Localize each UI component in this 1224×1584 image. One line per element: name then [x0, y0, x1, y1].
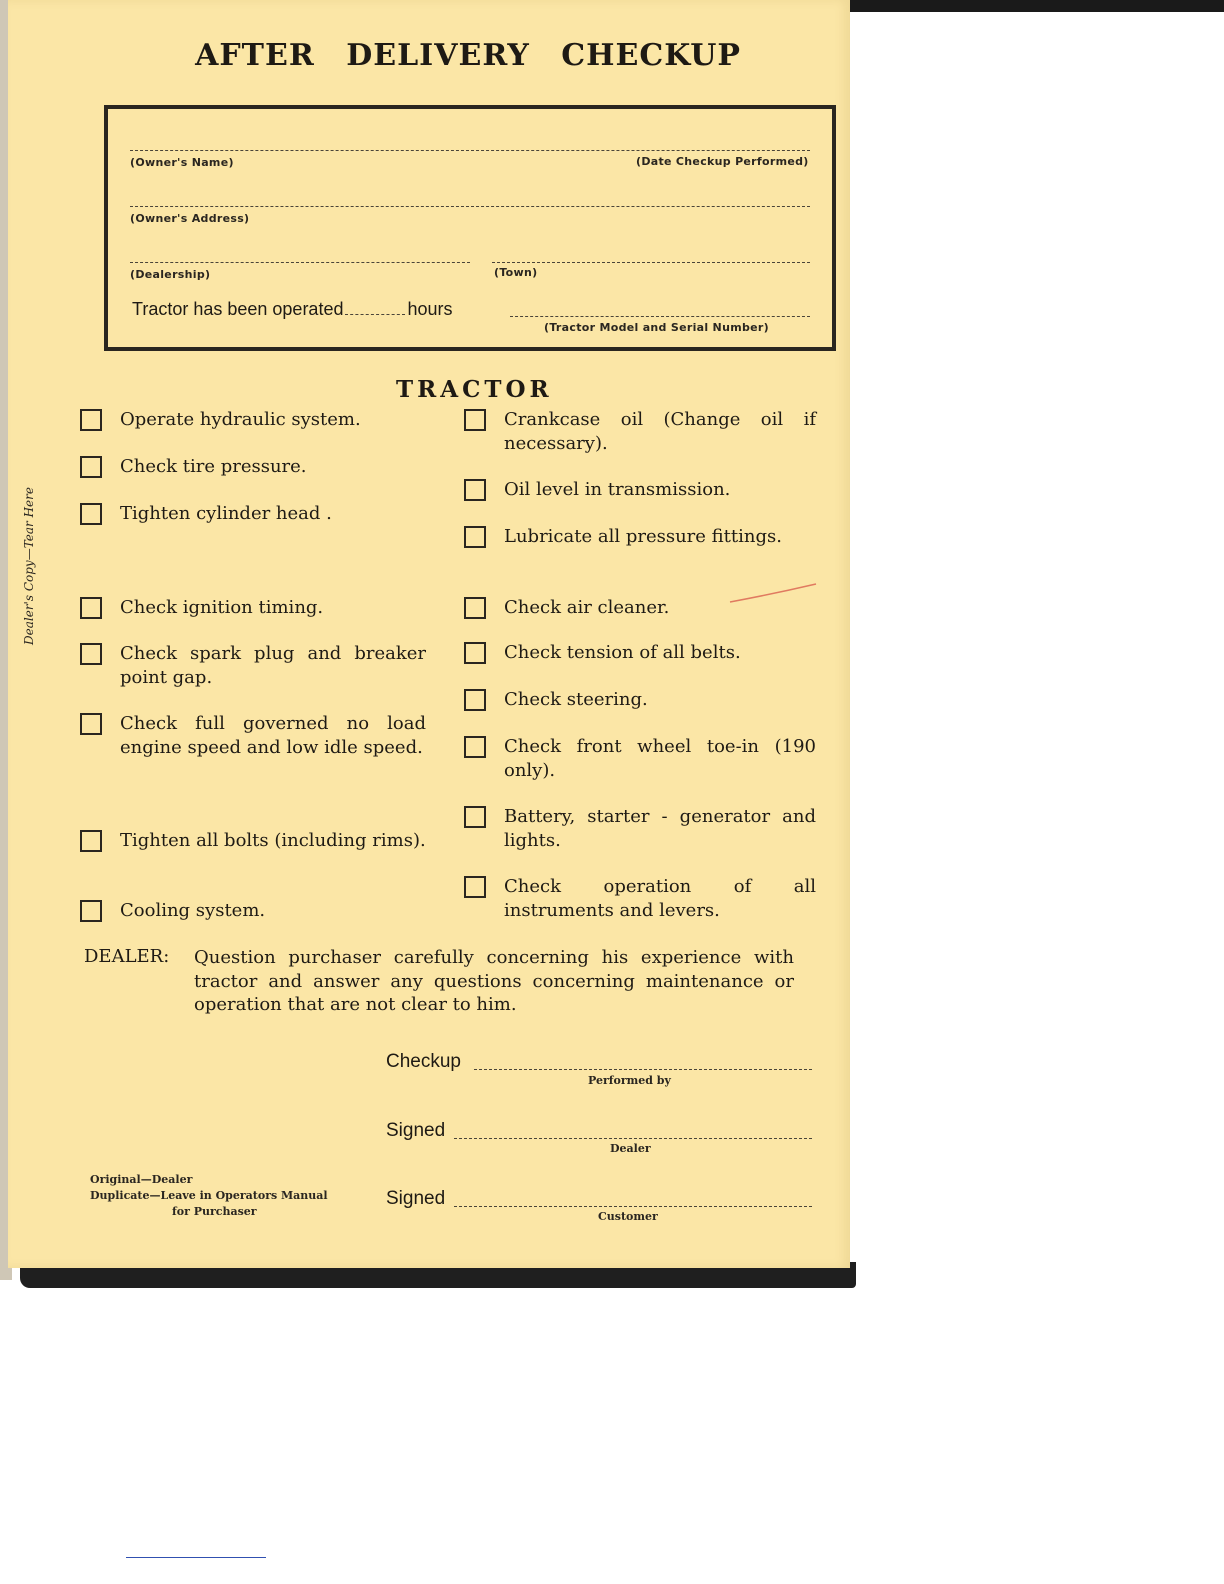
blue-stray-line — [126, 1557, 266, 1558]
checklist-label: Check front wheel toe-in (190 only). — [504, 736, 816, 781]
checklist-label: Tighten all bolts (including rims). — [120, 830, 426, 851]
checklist-label: Oil level in transmission. — [504, 479, 731, 500]
checklist-label: Check air cleaner. — [504, 597, 670, 618]
checkbox[interactable] — [464, 479, 486, 501]
customer-signature-line[interactable] — [454, 1206, 812, 1207]
dealer-note-label: DEALER: — [84, 946, 170, 967]
checkup-form-page — [8, 0, 850, 1268]
checkbox[interactable] — [464, 597, 486, 619]
town-caption: (Town) — [494, 266, 538, 279]
checkbox[interactable] — [464, 409, 486, 431]
page-title: AFTER DELIVERY CHECKUP — [195, 38, 741, 73]
dealer-caption: Dealer — [610, 1142, 651, 1155]
checkbox[interactable] — [80, 713, 102, 735]
checkbox[interactable] — [80, 830, 102, 852]
checkbox[interactable] — [80, 643, 102, 665]
performed-by-caption: Performed by — [588, 1074, 671, 1087]
checklist-label: Check tire pressure. — [120, 456, 307, 477]
owner-info-box — [104, 105, 836, 351]
checkbox[interactable] — [464, 689, 486, 711]
checklist-label: Cooling system. — [120, 900, 266, 921]
dealer-note-text: Question purchaser carefully concerning his experience with tractor and answer any questions concerning maintenance or operation that are not clear to him. — [194, 947, 794, 1015]
top-shadow — [850, 0, 1224, 12]
checkup-label: Checkup — [386, 1051, 461, 1072]
owner-address-caption: (Owner's Address) — [130, 212, 250, 225]
dealership-caption: (Dealership) — [130, 268, 211, 281]
checkbox[interactable] — [464, 642, 486, 664]
checklist-label: Check operation of all instruments and levers. — [504, 876, 816, 921]
tear-here-note: Dealer's Copy—Tear Here — [22, 487, 36, 645]
checkbox[interactable] — [464, 526, 486, 548]
distribution-duplicate-cont: for Purchaser — [172, 1205, 257, 1218]
checklist-label: Crankcase oil (Change oil if necessary). — [504, 409, 816, 454]
checklist-label: Lubricate all pressure fittings. — [504, 526, 782, 547]
owner-address-line[interactable] — [130, 206, 810, 207]
owner-name-line[interactable] — [130, 150, 810, 151]
checkup-performed-by-line[interactable] — [474, 1069, 812, 1070]
hours-operated — [132, 299, 453, 320]
checklist-label: Check steering. — [504, 689, 648, 710]
section-title-tractor: TRACTOR — [396, 376, 553, 403]
town-line[interactable] — [492, 262, 810, 263]
model-caption: (Tractor Model and Serial Number) — [544, 321, 769, 334]
checklist-label: Battery, starter - generator and lights. — [504, 806, 816, 851]
customer-caption: Customer — [598, 1210, 658, 1223]
checklist-label: Check ignition timing. — [120, 597, 324, 618]
checkbox[interactable] — [80, 503, 102, 525]
hours-field[interactable] — [345, 314, 405, 315]
distribution-duplicate: Duplicate—Leave in Operators Manual — [90, 1189, 328, 1202]
checklist-label: Tighten cylinder head . — [120, 503, 332, 524]
checkbox[interactable] — [80, 409, 102, 431]
checkbox[interactable] — [80, 900, 102, 922]
hours-prefix: Tractor has been operated — [132, 299, 344, 319]
model-serial-line[interactable] — [510, 316, 810, 317]
signed-dealer-label: Signed — [386, 1120, 446, 1141]
checkbox[interactable] — [80, 597, 102, 619]
checkbox[interactable] — [464, 736, 486, 758]
checkbox[interactable] — [464, 876, 486, 898]
date-caption: (Date Checkup Performed) — [636, 155, 809, 168]
hours-suffix: hours — [407, 299, 453, 319]
checklist-label: Check spark plug and breaker point gap. — [120, 643, 426, 688]
dealership-line[interactable] — [130, 262, 470, 263]
red-pencil-mark — [728, 582, 818, 606]
checkbox[interactable] — [80, 456, 102, 478]
checkbox[interactable] — [464, 806, 486, 828]
checklist-label: Operate hydraulic system. — [120, 409, 361, 430]
owner-name-caption: (Owner's Name) — [130, 156, 234, 169]
distribution-note — [90, 1172, 328, 1220]
checklist-label: Check tension of all belts. — [504, 642, 741, 663]
checklist-label: Check full governed no load engine speed and low idle speed. — [120, 713, 426, 758]
dealer-signature-line[interactable] — [454, 1138, 812, 1139]
distribution-original: Original—Dealer — [90, 1173, 193, 1186]
signed-customer-label: Signed — [386, 1188, 446, 1209]
